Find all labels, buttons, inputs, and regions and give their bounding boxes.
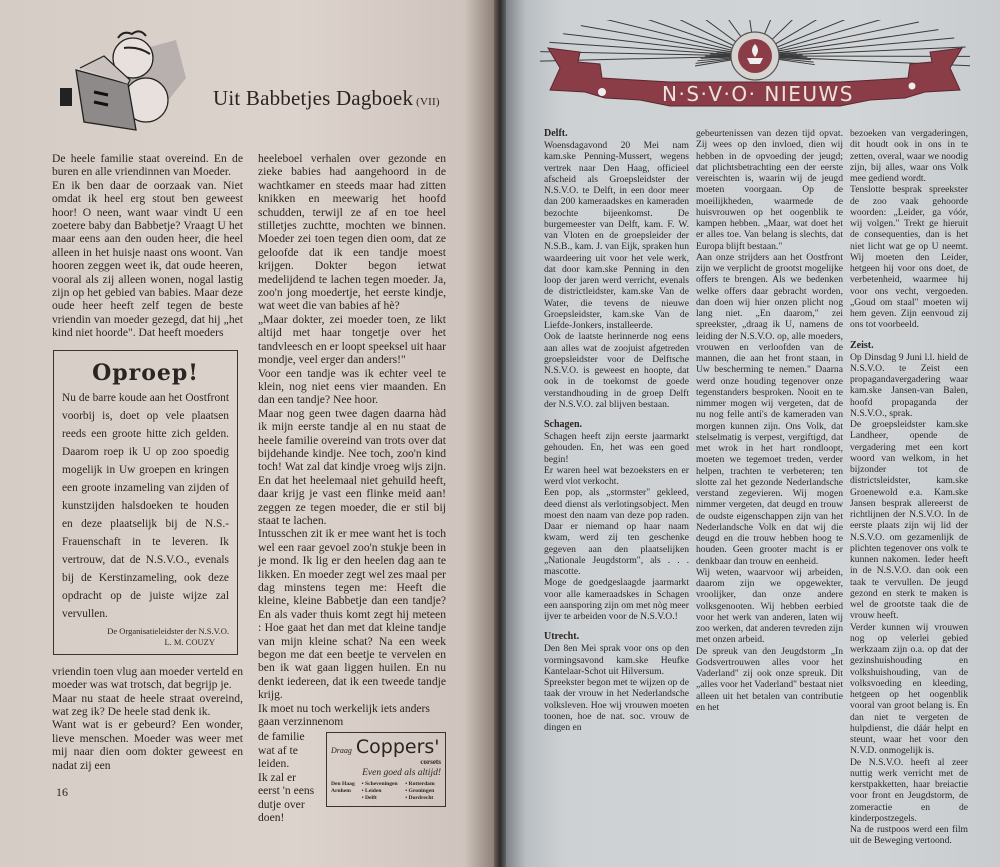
- section-heading-delft: Delft.: [544, 128, 689, 140]
- paragraph: En ik ben daar de oorzaak van. Niet omdat ik heel erg stout ben geweest hoor! O neen, want waar vindt U een zoetere baby dan Babbetje? Vraagt U het maar eens aan den ouden heer, die heel alleen in het huisje naast ons woont. Van hooren zeggen weet ik, dat oude heeren, vooral als zij alleen wonen, nogal lastig zijn op het gebied van babies. Maar deze oude heer heeft zelf tegen de beste vriendin van moeder gezegd, dat hij „het kind niet hoorde". Dat heeft moeders: [52, 179, 243, 340]
- paragraph: Voor een tandje was ik echter veel te klein, nog niet eens vier maanden. En dan een tandje? Nee hoor.: [258, 367, 446, 407]
- ad-city: • Leiden: [362, 788, 404, 795]
- ad-city: [331, 795, 360, 802]
- paragraph: Ik zal er eerst 'n eens dutje over doen!: [258, 771, 320, 825]
- paragraph: vriendin toen vlug aan moeder verteld en moeder was wat trotsch, dat begrijp je.: [52, 665, 243, 692]
- ad-city: • Scheveningen: [362, 781, 404, 788]
- paragraph: Maar nog geen twee dagen daarna hàd ik mijn eerste tandje al en nu staat de heele familie overeind van trots over dat bijdehande kindje. Nee toch, zoo'n kind toch! Wat zal dat kindje vroeg wijs zijn. En dat het heelemaal niet gehuild heeft, daar krijg je vast een flinke meid aan! zeggen ze tegen moeder, die er stil bij staat te lachen.: [258, 407, 446, 528]
- paragraph: De N.S.V.O. heeft al zeer nuttig werk verricht met de kerstpakketten, haar breiactie voor front en Jeugdstorm, de zomeractie en de kinderpostzegels.: [850, 757, 968, 825]
- news-header: [506, 0, 1000, 128]
- paragraph: De spreuk van den Jeugdstorm „In Godsvertrouwen alles voor het Vaderland" zij ook onze spreuk. Dit „alles voor het Vaderland" bestaat niet alleen uit het betalen van contributie en het: [696, 646, 843, 714]
- ad-prefix: Draag: [331, 744, 352, 757]
- paragraph: Ik moet nu toch werkelijk iets anders gaan verzinnenom: [258, 702, 446, 729]
- ad-city: • Groningen: [405, 788, 441, 795]
- ad-header: [331, 736, 441, 758]
- paragraph: Maar nu staat de heele straat overeind, wat zeg ik? De heele stad denk ik.: [52, 692, 243, 719]
- flower-ornament-icon: [598, 88, 606, 96]
- paragraph: Tenslotte besprak spreekster de zoo vaak gehoorde woorden: „Leider, ga vóór, wij volgen." Trekt ge hieruit de consequenties, dan is het niet licht wat ge op U neemt. Wij moeten den Leider, hetgeen hij voor ons doet, de verbetenheid, waarmee hij voor ons vecht, vergoeden. „Goud om staal" moeten wij hem geven. Zijn eenvoud zij ons tot voorbeeld.: [850, 184, 968, 330]
- paragraph: Na de rustpoos werd een film uit de Beweging vertoond.: [850, 824, 968, 847]
- page-gutter: [494, 0, 506, 867]
- section-heading-zeist: Zeist.: [850, 340, 968, 352]
- column-2-bottom-row: [258, 730, 446, 824]
- paragraph: Wij weten, waarvoor wij arbeiden, daarom zijn we opgewekter, vroolijker, dan onze andere volksgenooten. Wij hebben eerbied voor het werk van anderen, laten wij zoo werken, dat anderen tevreden zijn met onzen arbeid.: [696, 567, 843, 646]
- ad-city: • Dordrecht: [405, 795, 441, 802]
- section-heading-utrecht: Utrecht.: [544, 631, 689, 643]
- title-text: Uit Babbetjes Dagboek: [213, 86, 413, 110]
- news-body: [506, 128, 1000, 847]
- paragraph: Woensdagavond 20 Mei nam kam.ske Penning-Mussert, wegens vertrek naar Den Haag, officieel afscheid als Groepsleidster der N.S.V.O. te Delft, in een door meer dan 200 kameraadskes en kameraden bezochte bijeenkomst. De burgemeester van Delft, kam. F. W. van Vloten en de groepsleider der N.S.B., kam. J. van Eijk, spraken hun waardeering uit voor het vele werk, dat door kam.ske Penning in den loop der jaren werd verricht, evenals de districtleidster, kam.ske Van de Water, die tevens de nieuwe Groepsleidster, kam.ske Van de Liefde-Jonkers, installeerde.: [544, 140, 689, 331]
- paragraph: De heele familie staat overeind. En de buren en alle vriendinnen van Moeder.: [52, 152, 243, 179]
- banner-title: N·S·V·O· NIEUWS: [662, 82, 854, 106]
- article-title: [213, 86, 440, 111]
- oproep-notice-box: [53, 350, 238, 655]
- paragraph: „Maar dokter, zei moeder toen, ze likt altijd met haar tongetje over het tandvleesch en er loopt speeksel uit haar mondje, veel erger dan anders!": [258, 313, 446, 367]
- oproep-body: Nu de barre koude aan het Oostfront voorbij is, doet op vele plaatsen reeds een groote hitte zich gelden. Daarom roep ik U op zoo spoedig mogelijk in Uw groepen en kringen een groote inzameling van zijden of kunstzijden halsdoeken te houden en deze plaatselijk bij de N.S.-Frauenschaft in te leveren. Ik vertrouw, dat de N.S.V.O., evenals bij de Kerstinzameling, ook deze opdracht op de juiste wijze zal vervullen.: [62, 389, 229, 623]
- oproep-signature-name: L. M. COUZY: [62, 637, 229, 648]
- baby-reading-diary-illustration: [58, 18, 198, 138]
- paragraph: Aan onze strijders aan het Oostfront zijn we verplicht de grootst mogelijke offers te brengen. Als we bedenken welke offers daar gebracht worden, dan doen wij hier onzen plicht nog lang niet. „En daarom," zei spreekster, „draag ik U, namens de leiding der N.S.V.O. op, alle moeders, vrouwen en verloofden van de mannen, die aan het front staan, in Uw bescherming te nemen." Daarna werd onze houding tegenover onze tegenstanders besproken. Nooit en te nimmer mogen wij vergeten, dat de nu nog felle anti's de kameraden van morgen kunnen zijn. Ons Volk, dat stelselmatig is verpest, vergiftigd, dat met wrok in het hart rondloopt, moeten we tegemoet treden, verder helpen, trachten te verbeteren; ten slotte zal het gezonde Nederlandsche verstand zegevieren. Wij mogen nimmer vergeten, dat deugd en trouw de oudste eigenschappen zijn van het Nederlandsche Volk en dat wij die deugd en die trouw hebben hoog te houden. Geen grooter macht is er denkbaar dan trouw en eenheid.: [696, 252, 843, 567]
- paragraph: gebeurtenissen van dezen tijd opvat. Zij wees op den invloed, dien wij hebben in de opvoeding der jeugd; dat plichtsbetrachting een der eerste vereischten is, waarin wij de jeugd moeten voorgaan. Op de moeilijkheden, waarmede de huisvrouwen op het oogenblik te kampen hebben. „Maar, wat doet het er alles toe. Van belang is slechts, dat Europa blijft bestaan.": [696, 128, 843, 252]
- ad-slogan: Even goed als altijd!: [331, 767, 441, 779]
- oproep-signature-role: De Organisatieleidster der N.S.V.O.: [62, 626, 229, 637]
- news-column-1: [544, 128, 689, 847]
- ad-city-list: [331, 781, 441, 802]
- article-header: [0, 0, 494, 152]
- ad-city: Den Haag: [331, 781, 360, 788]
- ad-brand: Coppers': [356, 736, 440, 758]
- paragraph: Want wat is er gebeurd? Een wonder, lieve menschen. Moeder was weer met mij naar dien oom dokter geweest en nadat zij een: [52, 718, 243, 772]
- paragraph: De groepsleidster kam.ske Landheer, opende de vergadering met een kort woord van welkom, in het bijzonder tot de districtsleidster, kam.ske Groenewold e.a. Kam.ske Jansen besprak allereerst de richtlijnen der N.S.V.O. In de eerste plaats zijn wij lid der N.S.V.O. om gezamenlijk de plichten tegenover ons volk te kunnen nakomen. Ieder heeft in de N.S.V.O. dan ook een taak te vervullen. De jeugd gezond en sterk te maken is wel de grootste taak die de vrouw heeft.: [850, 419, 968, 622]
- title-part-number: (VII): [416, 96, 440, 108]
- nsvo-news-banner: [540, 20, 970, 120]
- article-column-2-narrow: [258, 730, 320, 824]
- paragraph: Spreekster begon met te wijzen op de taak der vrouw in het Nederlandsche volksleven. Hoe wij vrouwen moeten toonen, hoe de nat. soc. vrouw de dingen en: [544, 677, 689, 733]
- oproep-heading: Oproep!: [62, 359, 229, 387]
- ad-city: Arnhem: [331, 788, 360, 795]
- news-column-3: [850, 128, 968, 847]
- ad-product: corsets: [331, 758, 441, 767]
- news-column-2: [696, 128, 843, 847]
- paragraph: Moge de goedgeslaagde jaarmarkt voor alle kameraadskes in Schagen een aansporing zijn om met nòg meer ijver te arbeiden voor de N.S.V.O.!: [544, 577, 689, 622]
- right-page: [506, 0, 1000, 867]
- paragraph: Een pop, als „stormster" gekleed, deed dienst als verlotingsobject. Men moest den naam van deze pop raden. Daar er niemand op haar naam kwam, werd zij ten geschenke gegeven aan den plaatselijken „Nationale Jeugdstorm", als . . . mascotte.: [544, 487, 689, 577]
- paragraph: Schagen heeft zijn eerste jaarmarkt gehouden. En, het was een goed begin!: [544, 431, 689, 465]
- paragraph: Ook de laatste herinnerde nog eens aan alles wat de zoojuist afgetreden groepsleidster voor de Delftsche N.S.V.O. is geweest en hoopte, dat ook in de toekomst de goede verstandhouding in de groep Delft der N.S.V.O. zal blijven bestaan.: [544, 331, 689, 410]
- ad-city: • Rotterdam: [405, 781, 441, 788]
- paragraph: de familie wat af te leiden.: [258, 730, 320, 770]
- article-body: [0, 152, 494, 824]
- paragraph: Er waren heel wat bezoeksters en er werd vlot verkocht.: [544, 465, 689, 488]
- page-number: 16: [52, 786, 243, 799]
- ad-city: • Delft: [362, 795, 404, 802]
- article-column-1: [52, 152, 243, 824]
- flower-ornament-icon: [909, 83, 916, 90]
- paragraph: heeleboel verhalen over gezonde en zieke babies had aangehoord in de wachtkamer en steeds maar had zitten knikken en meewarig het hoofd schudden, terwijl ze af en toe heel stilletjes zuchtte, mochten we binnen. Moeder zei toen tegen dien oom, dat ze geloofde dat ik een tandje moest krijgen. Dokter begon ietwat medelijdend te lachen tegen moeder. Ja, zoo'n jong moedertje, het eerste kindje, wat weet die van babies af hè?: [258, 152, 446, 313]
- section-heading-schagen: Schagen.: [544, 419, 689, 431]
- paragraph: Den 8en Mei sprak voor ons op den vormingsavond kam.ske Heufke Kantelaar-Schot uit Hilversum.: [544, 643, 689, 677]
- article-column-2: [258, 152, 446, 824]
- coppers-corsets-advertisement: [326, 732, 446, 807]
- banner-ray: [755, 22, 919, 56]
- paragraph: Verder kunnen wij vrouwen nog op velerlei gebied werkzaam zijn o.a. op dat der gezinshuishouding en volkshuishouding, van de volksvoeding en kleeding, hetgeen op het oogenblik vooral van groot belang is. En dan niet te vergeten de hulpdienst, die dáár helpt en steunt, waar het voor den N.V.D. onmogelijk is.: [850, 622, 968, 757]
- paragraph: Intusschen zit ik er mee want het is toch wel een raar gevoel zoo'n stukje been in je mond. Ik lig er den heelen dag aan te likken. En moeder zegt wel zes maal per dag minstens tegen me: Heeft die kleine, kleine Babbetje dan een tandje? En als vader thuis komt zegt hij meteen : Hoe gaat het dan met dat kleine tandje van mijn kleine schat? Na een week begon me dat een beetje te vervelen en ben ik wat gaan liggen huilen. En nu denkt iedereen, dat ik een tweede tandje krijg.: [258, 527, 446, 701]
- left-page: [0, 0, 494, 867]
- paragraph: Op Dinsdag 9 Juni l.l. hield de N.S.V.O. te Zeist een propagandavergadering waar kam.ske Jansen-van Balen, hoofd propaganda der N.S.V.O., sprak.: [850, 352, 968, 420]
- paragraph: bezoeken van vergaderingen, dit houdt ook in ons in te zetten, overal, waar we noodig zijn, bij alles, waar ons Volk mee gediend wordt.: [850, 128, 968, 184]
